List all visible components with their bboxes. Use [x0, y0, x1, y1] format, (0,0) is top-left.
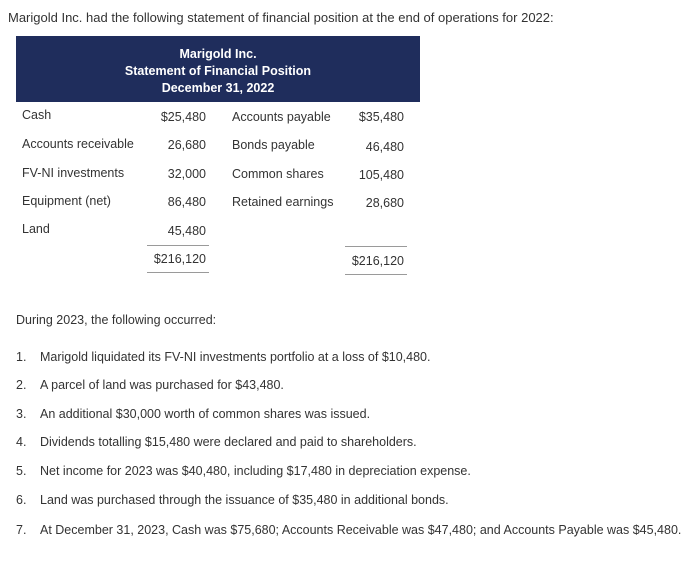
asset-value: 26,680 — [167, 138, 206, 152]
event-number: 5. — [16, 464, 27, 478]
statement-header — [16, 36, 420, 102]
equity-label: Common shares — [232, 167, 324, 181]
event-item — [16, 523, 681, 537]
event-text: A parcel of land was purchased for $43,480. — [40, 378, 284, 392]
event-text: Dividends totalling $15,480 were declared and paid to shareholders. — [40, 435, 417, 449]
assets-total-underline — [147, 272, 209, 273]
event-text: Net income for 2023 was $40,480, including $17,480 in depreciation expense. — [40, 464, 471, 478]
liability-value: $35,480 — [358, 110, 404, 124]
event-number: 7. — [16, 523, 27, 537]
event-text: At December 31, 2023, Cash was $75,680; Accounts Receivable was $47,480; and Accounts Payable was $45,480. — [40, 523, 682, 537]
equity-value: 28,680 — [365, 196, 404, 210]
event-text: Marigold liquidated its FV-NI investments portfolio at a loss of $10,480. — [40, 350, 431, 364]
events-heading: During 2023, the following occurred: — [16, 313, 217, 327]
liability-label: Accounts payable — [232, 110, 331, 124]
asset-label: Equipment (net) — [22, 194, 111, 208]
event-item — [16, 378, 284, 392]
asset-label: Accounts receivable — [22, 137, 134, 151]
statement-date: December 31, 2022 — [161, 81, 275, 95]
equity-label: Retained earnings — [232, 195, 334, 209]
liability-value: 46,480 — [365, 140, 404, 154]
asset-value: 86,480 — [167, 195, 206, 209]
company-name: Marigold Inc. — [179, 47, 257, 61]
liabilities-total-underline — [345, 274, 407, 275]
event-number: 1. — [16, 350, 27, 364]
event-item — [16, 435, 417, 449]
event-item — [16, 407, 370, 421]
event-number: 2. — [16, 378, 27, 392]
intro-text: Marigold Inc. had the following statement of financial position at the end of operations for 2022: — [8, 10, 554, 25]
assets-total: $216,120 — [153, 252, 206, 266]
event-text: An additional $30,000 worth of common shares was issued. — [40, 407, 371, 421]
asset-value: $25,480 — [160, 110, 206, 124]
event-number: 4. — [16, 435, 27, 449]
asset-label: FV-NI investments — [22, 166, 125, 180]
event-number: 3. — [16, 407, 27, 421]
assets-total-rule — [147, 245, 209, 246]
event-text: Land was purchased through the issuance of $35,480 in additional bonds. — [40, 493, 449, 507]
statement-title: Statement of Financial Position — [124, 64, 312, 78]
asset-label: Cash — [22, 108, 52, 122]
event-number: 6. — [16, 493, 27, 507]
asset-value: 45,480 — [167, 224, 206, 238]
liability-label: Bonds payable — [232, 138, 315, 152]
liabilities-total-rule — [345, 246, 407, 247]
event-item — [16, 350, 430, 364]
asset-label: Land — [22, 222, 50, 236]
event-item — [16, 493, 449, 507]
liabilities-total: $216,120 — [351, 254, 404, 268]
equity-value: 105,480 — [358, 168, 404, 182]
asset-value: 32,000 — [167, 167, 206, 181]
event-item — [16, 464, 471, 478]
